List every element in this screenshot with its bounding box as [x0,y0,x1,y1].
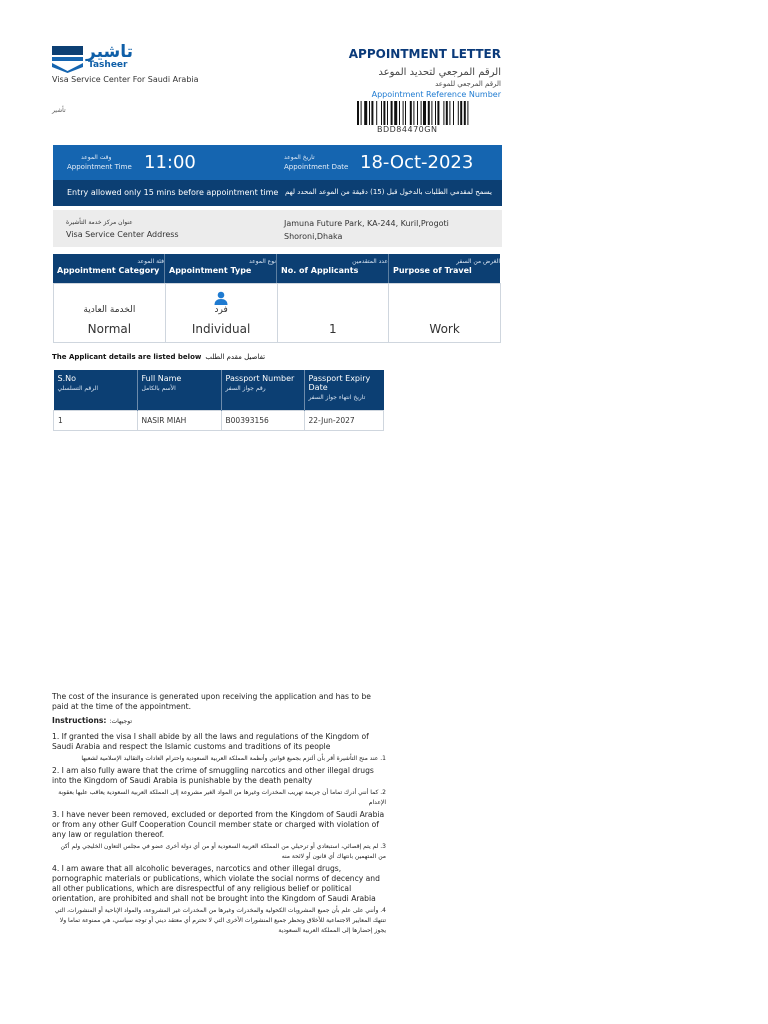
reference-number: BDD84470GN [377,125,438,134]
cell-passport-number: B00393156 [221,411,304,431]
col-ar: رقم جواز السفر [225,385,266,392]
appointment-time: 11:00 [144,152,196,173]
header-appointment-type [165,254,277,283]
col-en: S.No [57,374,76,383]
address-value: Jamuna Future Park, KA-244, Kuril,Progoti Shoroni,Dhaka [284,219,449,241]
col-ar: الرقم التسلسلي [57,385,99,392]
value-appointment-category [54,284,166,342]
time-label: Appointment Time [67,163,132,171]
small-arabic-label: تأشير [52,107,66,114]
intro-ar: تفاصيل مقدم الطلب [205,353,266,361]
tasheer-logo-icon [52,46,83,73]
address-label-arabic: عنوان مركز خدمة التأشيرة [66,219,133,226]
cell-passport-expiry: 22-Jun-2027 [304,411,384,431]
logo-arabic-wordmark: تاشير [86,42,133,62]
value-en: Normal [87,322,132,336]
header-no-of-applicants [277,254,389,283]
reference-label-arabic: الرقم المرجعي لتحديد الموعد [378,67,501,78]
header-en: Purpose of Travel [393,266,472,275]
instruction-item-2: 2. I am also fully aware that the crime of smuggling narcotics and other illegal drugs into the Kingdom of Saudi Arabia is punishable by the death penalty [52,766,374,785]
header-purpose-of-travel [389,254,500,283]
visa-service-center-subtitle: Visa Service Center For Saudi Arabia [52,75,199,84]
heading-ar: توجيهات: [109,718,133,725]
header-en: Appointment Type [169,266,252,275]
value-purpose-of-travel [389,284,500,342]
instruction-item-4: 4. I am aware that all alcoholic beverages, narcotics and other illegal drugs, pornographic materials or publications, which violate the social norms of decency and all other publications, which are disrespectful of any religious belief or political orientation, are prohibited and shall not be brought into the Kingdom of Saudi Arabia [52,864,380,903]
header-ar: عدد المتقدمين [352,258,388,265]
value-no-of-applicants [278,284,390,342]
header-en: Appointment Category [57,266,160,275]
col-sno [54,370,138,411]
instruction-item-4-arabic: 4. وأنني على علم بأن جميع المشروبات الكحولية والمخدرات وغيرها من المخدرات غير المشروعة، والمواد الإباحية أو المنشورات، التي تنتهك المعايير الاجتماعية للأخلاق وتحظر جميع المنشورات الأخرى التي لا تحترم أي معتقد ديني أو توجه سياسي، هي ممنوعة تماما ولا يجوز إحضارها إلى المملكة العربية السعودية [54,907,386,934]
applicant-table [53,370,384,431]
instructions-section [52,692,386,938]
category-table-body [53,283,501,343]
barcode-icon [357,101,501,125]
value-en: Individual [191,322,251,336]
cell-full-name: NASIR MIAH [137,411,221,431]
instructions-heading [52,716,386,727]
heading-en: Instructions: [52,716,107,725]
applicant-details-intro [52,353,265,361]
insurance-cost-note: The cost of the insurance is generated upon receiving the application and has to be paid at the time of the appointment. [52,692,371,711]
person-icon [214,291,228,305]
address-label: Visa Service Center Address [66,230,179,239]
entry-note-arabic: يسمح لمقدمي الطلبات بالدخول قبل (15) دقيقة من الموعد المحدد لهم [284,188,492,196]
appointment-date: 18-Oct-2023 [360,152,474,173]
header-en: No. of Applicants [281,266,359,275]
reference-label-english: Appointment Reference Number [371,90,501,99]
category-table-header [53,254,500,283]
instruction-item-1-arabic: 1. عند منح التأشيرة أقر بأن ألتزم بجميع قوانين وأنظمة المملكة العربية السعودية واحترام العادات والتقاليد الإسلامية لشعبها [81,755,386,762]
value-appointment-type [166,284,278,342]
instruction-item-1: 1. If granted the visa I shall abide by all the laws and regulations of the Kingdom of Saudi Arabia and respect the Islamic customs and traditions of its people [52,732,369,751]
date-label-arabic: تاريخ الموعد [284,154,315,161]
date-label: Appointment Date [284,163,349,171]
table-row [54,411,384,431]
value-en: 1 [329,322,337,336]
value-en: Work [429,322,460,336]
col-en: Full Name [141,374,182,383]
header-ar: الغرض من السفر [456,258,500,265]
header-ar: نوع الموعد [248,258,276,265]
header-appointment-category [53,254,165,283]
value-ar: الخدمة العادية [83,305,136,315]
entry-note: Entry allowed only 15 mins before appointment time [67,188,279,197]
col-passport-number [221,370,304,411]
intro-en: The Applicant details are listed below [52,353,202,361]
logo-english-wordmark: Tasheer [88,60,128,70]
instruction-item-3-arabic: 3. لم يتم إقصائي، استبعادي أو ترحيلي من المملكة العربية السعودية أو من أي دولة أخرى عضو في مجلس التعاون الخليجي ولم أكن من المتهمين بانتهاك أي قانون أو لائحة منه [60,843,386,860]
header-ar: فئة الموعد [137,258,164,265]
instruction-item-2-arabic: 2. كما أنني أدرك تماما أن جريمة تهريب المخدرات وغيرها من المواد الغير مشروعة إلى المملكة العربية السعودية يعاقب عليها بعقوبة الإعدام [58,789,386,806]
cell-sno: 1 [54,411,138,431]
value-ar: فرد [214,305,228,315]
col-passport-expiry [304,370,384,411]
col-en: Passport Expiry Date [308,374,371,392]
reference-label-arabic-secondary: الرقم المرجعي للموعد [435,80,501,88]
col-ar: الأسم بالكامل [141,385,176,392]
col-en: Passport Number [225,374,295,383]
page-title: APPOINTMENT LETTER [348,47,501,61]
instruction-item-3: 3. I have never been removed, excluded or deported from the Kingdom of Saudi Arabia or from any other Gulf Cooperation Council member state or charged with violation of any law or regulation thereof. [52,810,385,839]
col-full-name [137,370,221,411]
time-label-arabic: وقت الموعد [81,154,112,161]
col-ar: تاريخ انتهاء جواز السفر [308,394,366,401]
